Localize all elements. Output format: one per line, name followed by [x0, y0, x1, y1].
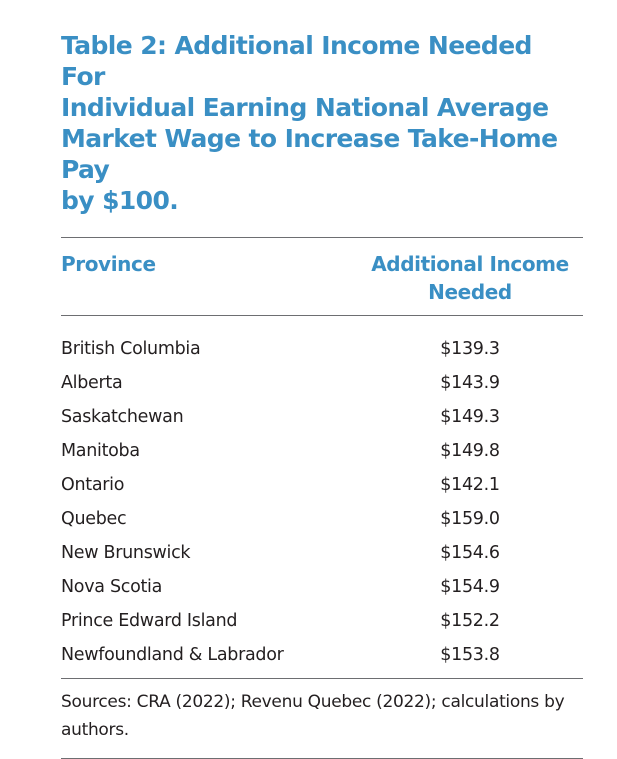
table-title: Table 2: Additional Income Needed For Individual Earning National Average Market Wage to Increase Take-Home Pay by $100. [61, 31, 558, 215]
table-row [61, 366, 583, 400]
column-header-income: Additional Income Needed [371, 252, 569, 304]
table-header [61, 238, 583, 315]
income-cell: $139.3 [440, 339, 500, 359]
income-cell: $152.2 [440, 611, 500, 631]
table-row [61, 468, 583, 502]
province-cell: Quebec [61, 509, 127, 529]
table-row [61, 570, 583, 604]
table-body [61, 316, 583, 678]
table-row [61, 400, 583, 434]
income-cell: $153.8 [440, 645, 500, 665]
province-cell: British Columbia [61, 339, 201, 359]
table-row [61, 638, 583, 672]
province-cell: Alberta [61, 373, 123, 393]
income-cell: $154.9 [440, 577, 500, 597]
province-cell: Saskatchewan [61, 407, 184, 427]
province-cell: Nova Scotia [61, 577, 163, 597]
source-note: Sources: CRA (2022); Revenu Quebec (2022); calculations by authors. [61, 692, 565, 740]
income-cell: $149.3 [440, 407, 500, 427]
table-row [61, 332, 583, 366]
table-row [61, 502, 583, 536]
province-cell: New Brunswick [61, 543, 191, 563]
province-cell: Prince Edward Island [61, 611, 238, 631]
table-row [61, 536, 583, 570]
province-cell: Newfoundland & Labrador [61, 645, 284, 665]
income-cell: $154.6 [440, 543, 500, 563]
income-cell: $143.9 [440, 373, 500, 393]
table-container [61, 30, 583, 759]
column-header-province: Province [61, 252, 156, 276]
income-cell: $159.0 [440, 509, 500, 529]
income-cell: $149.8 [440, 441, 500, 461]
province-cell: Manitoba [61, 441, 140, 461]
table-row [61, 434, 583, 468]
table-row [61, 604, 583, 638]
province-cell: Ontario [61, 475, 125, 495]
income-cell: $142.1 [440, 475, 500, 495]
